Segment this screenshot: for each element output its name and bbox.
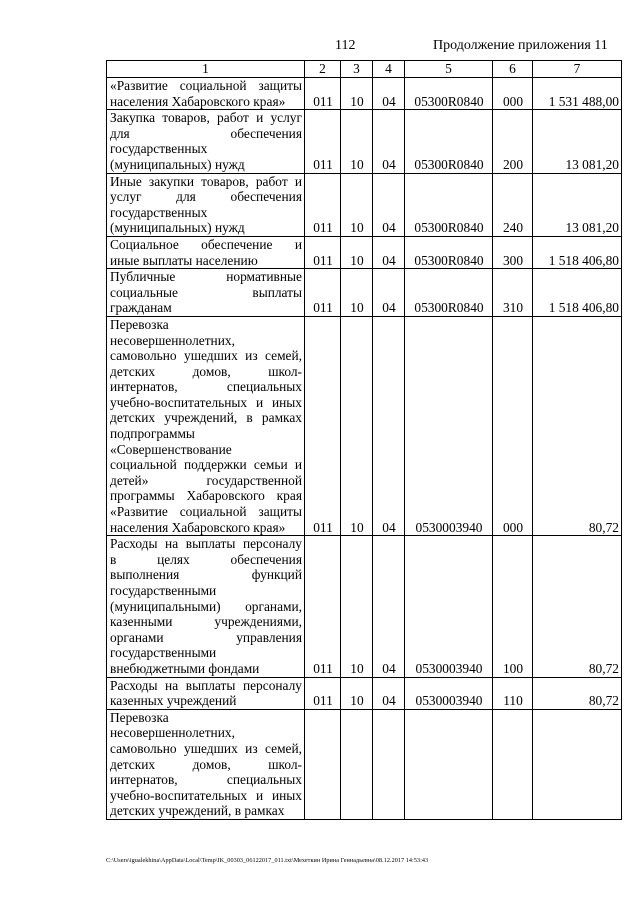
cell-target-article (405, 709, 493, 819)
cell-section: 10 (341, 110, 373, 173)
cell-section: 10 (341, 269, 373, 317)
cell-target-article: 05300R0840 (405, 78, 493, 110)
description-line: самовольно ушедших из семей, (110, 740, 302, 756)
description-line: государственными (110, 645, 217, 661)
description-line: для обеспечения (110, 125, 302, 141)
cell-admin-code: 011 (305, 269, 341, 317)
description-line: государственными (110, 583, 217, 598)
description-line: интернатов, специальных (110, 379, 302, 395)
description-line: Публичные нормативные (110, 269, 302, 285)
table-row (107, 173, 622, 236)
row-description (107, 316, 305, 535)
cell-section: 10 (341, 173, 373, 236)
cell-subsection: 04 (373, 677, 405, 709)
cell-amount: 1 518 406,80 (533, 269, 622, 317)
cell-subsection (373, 709, 405, 819)
description-line: интернатов, специальных (110, 772, 302, 788)
description-line: казенных учреждений (110, 693, 237, 709)
table-row (107, 316, 622, 535)
cell-subsection: 04 (373, 316, 405, 535)
description-line: населения Хабаровского края» (110, 519, 286, 535)
cell-section: 10 (341, 536, 373, 677)
cell-subsection: 04 (373, 236, 405, 268)
row-description (107, 677, 305, 709)
description-line: (муниципальных) нужд (110, 156, 245, 172)
table-row (107, 236, 622, 268)
row-description (107, 536, 305, 677)
description-line: казенными учреждениями, (110, 614, 302, 630)
description-line: несовершеннолетних, (110, 725, 235, 741)
cell-admin-code: 011 (305, 677, 341, 709)
description-line: Закупка товаров, работ и услуг (110, 110, 302, 126)
cell-admin-code: 011 (305, 173, 341, 236)
cell-expense-type: 200 (493, 110, 533, 173)
cell-admin-code (305, 709, 341, 819)
cell-target-article: 05300R0840 (405, 236, 493, 268)
description-line: гражданам (110, 300, 172, 316)
col-header-6: 6 (493, 61, 533, 78)
description-line: несовершеннолетних, (110, 332, 235, 348)
table-row (107, 269, 622, 317)
cell-expense-type: 240 (493, 173, 533, 236)
cell-expense-type: 000 (493, 316, 533, 535)
table-row (107, 78, 622, 110)
description-line: программы Хабаровского края (110, 488, 302, 504)
description-line: Расходы на выплаты персоналу (110, 536, 302, 552)
description-line: детских домов, школ- (110, 756, 302, 772)
description-line: Расходы на выплаты персоналу (110, 677, 302, 693)
description-line: Перевозка (110, 709, 169, 725)
cell-target-article: 0530003940 (405, 677, 493, 709)
description-line: услуг для обеспечения (110, 189, 302, 205)
description-line: государственных (110, 141, 208, 157)
cell-admin-code: 011 (305, 78, 341, 110)
description-line: самовольно ушедших из семей, (110, 348, 302, 364)
description-line: детей» государственной (110, 472, 302, 488)
description-line: (муниципальными) органами, (110, 598, 302, 614)
row-description (107, 110, 305, 173)
budget-table (106, 60, 622, 820)
cell-admin-code: 011 (305, 316, 341, 535)
cell-expense-type: 310 (493, 269, 533, 317)
page-number: 112 (335, 38, 356, 53)
cell-admin-code: 011 (305, 110, 341, 173)
row-description (107, 78, 305, 110)
description-line: учебно-воспитательных и иных (110, 394, 302, 410)
cell-amount (533, 709, 622, 819)
description-line: «Развитие социальной защиты (110, 504, 302, 520)
col-header-2: 2 (305, 61, 341, 78)
cell-expense-type (493, 709, 533, 819)
table-row (107, 536, 622, 677)
row-description (107, 173, 305, 236)
table-header-row (107, 61, 622, 78)
description-line: учебно-воспитательных и иных (110, 787, 302, 803)
description-line: государственных (110, 204, 208, 220)
cell-subsection: 04 (373, 173, 405, 236)
cell-amount: 80,72 (533, 536, 622, 677)
cell-amount: 1 518 406,80 (533, 236, 622, 268)
cell-expense-type: 100 (493, 536, 533, 677)
table-row (107, 110, 622, 173)
cell-subsection: 04 (373, 536, 405, 677)
col-header-7: 7 (533, 61, 622, 78)
description-line: подпрограммы (110, 426, 195, 442)
cell-amount: 13 081,20 (533, 110, 622, 173)
cell-admin-code: 011 (305, 236, 341, 268)
row-description (107, 709, 305, 819)
row-description (107, 236, 305, 268)
cell-expense-type: 000 (493, 78, 533, 110)
cell-subsection: 04 (373, 78, 405, 110)
cell-amount: 1 531 488,00 (533, 78, 622, 110)
cell-target-article: 05300R0840 (405, 173, 493, 236)
col-header-4: 4 (373, 61, 405, 78)
description-line: населения Хабаровского края» (110, 93, 286, 109)
cell-subsection: 04 (373, 269, 405, 317)
description-line: внебюджетными фондами (110, 660, 260, 676)
cell-section: 10 (341, 236, 373, 268)
description-line: Социальное обеспечение и (110, 236, 302, 252)
cell-expense-type: 110 (493, 677, 533, 709)
description-line: «Развитие социальной защиты (110, 78, 302, 93)
cell-subsection: 04 (373, 110, 405, 173)
description-line: «Совершенствование (110, 441, 232, 457)
description-line: социальные выплаты (110, 284, 302, 300)
description-line: в целях обеспечения (110, 551, 302, 567)
description-line: выполнения функций (110, 567, 302, 583)
description-line: социальной поддержки семьи и (110, 457, 302, 473)
description-line: органами управления (110, 629, 302, 645)
cell-section: 10 (341, 316, 373, 535)
table-row (107, 677, 622, 709)
description-line: иные выплаты населению (110, 252, 258, 268)
row-description (107, 269, 305, 317)
cell-target-article: 05300R0840 (405, 269, 493, 317)
cell-section (341, 709, 373, 819)
table-row (107, 709, 622, 819)
description-line: Перевозка (110, 316, 169, 332)
cell-expense-type: 300 (493, 236, 533, 268)
description-line: детских учреждений, в рамках (110, 803, 285, 819)
col-header-3: 3 (341, 61, 373, 78)
description-line: детских домов, школ- (110, 363, 302, 379)
cell-amount: 80,72 (533, 316, 622, 535)
description-line: Иные закупки товаров, работ и (110, 173, 302, 189)
cell-target-article: 05300R0840 (405, 110, 493, 173)
cell-target-article: 0530003940 (405, 536, 493, 677)
cell-section: 10 (341, 78, 373, 110)
description-line: детских учреждений, в рамках (110, 410, 302, 426)
continuation-label: Продолжение приложения 11 (433, 38, 608, 53)
description-line: (муниципальных) нужд (110, 220, 245, 236)
col-header-1: 1 (107, 61, 305, 78)
col-header-5: 5 (405, 61, 493, 78)
cell-admin-code: 011 (305, 536, 341, 677)
cell-amount: 13 081,20 (533, 173, 622, 236)
cell-amount: 80,72 (533, 677, 622, 709)
file-path-footer: C:\Users\igualekhina\AppData\Local\Temp\IK_00303_06122017_011.txt\Мехеткин Ирина Геннадьевна\08.12.2017 14:53:43 (106, 857, 429, 864)
cell-target-article: 0530003940 (405, 316, 493, 535)
cell-section: 10 (341, 677, 373, 709)
